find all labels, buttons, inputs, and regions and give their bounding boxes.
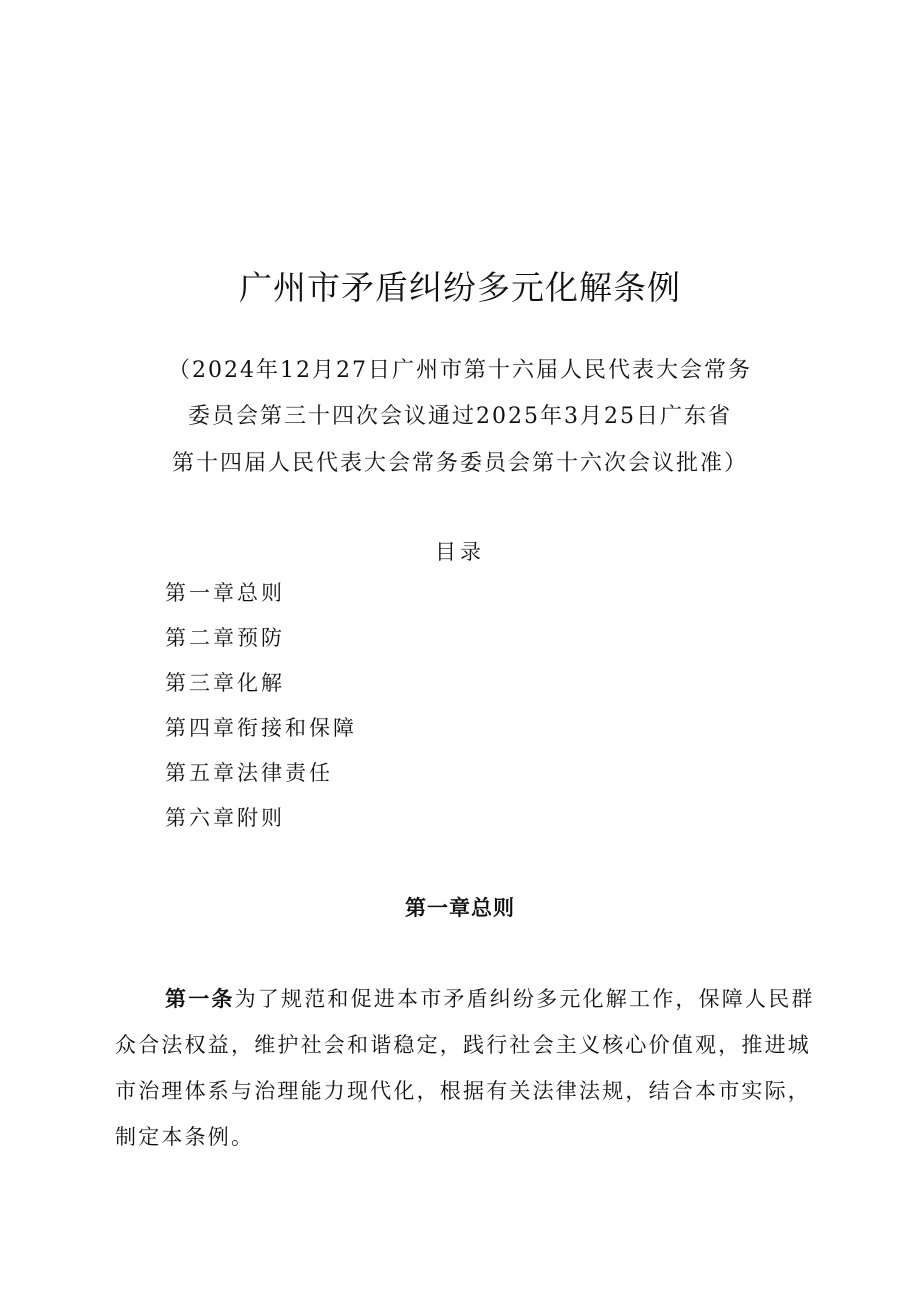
toc-item-chapter-6: 第六章附则 (165, 806, 285, 830)
adoption-note-line-1: （2024年12月27日广州市第十六届人民代表大会常务 (168, 358, 752, 383)
article-1-text: 为了规范和促进本市矛盾纠纷多元化解工作，保障人民群众合法权益，维护社会和谐稳定，践行社会主义核心价值观，推进城市治理体系与治理能力现代化，根据有关法律法规，结合本市实际，制定本条例。 (115, 987, 815, 1149)
toc-item-chapter-3: 第三章化解 (165, 671, 285, 695)
article-1-paragraph (115, 976, 815, 1160)
toc-item-chapter-1: 第一章总则 (165, 581, 285, 605)
article-1-label: 第一条 (165, 987, 235, 1011)
toc-item-chapter-5: 第五章法律责任 (165, 761, 333, 785)
table-of-contents (165, 576, 357, 846)
chapter-1-heading: 第一章总则 (405, 896, 515, 920)
document-title: 广州市矛盾纠纷多元化解条例 (239, 268, 681, 307)
toc-item-chapter-2: 第二章预防 (165, 626, 285, 650)
adoption-note-line-3: 第十四届人民代表大会常务委员会第十六次会议批准） (171, 451, 748, 476)
adoption-note-line-2: 委员会第三十四次会议通过2025年3月25日广东省 (188, 404, 732, 429)
toc-item-chapter-4: 第四章衔接和保障 (165, 716, 357, 740)
toc-heading: 目录 (435, 540, 485, 564)
